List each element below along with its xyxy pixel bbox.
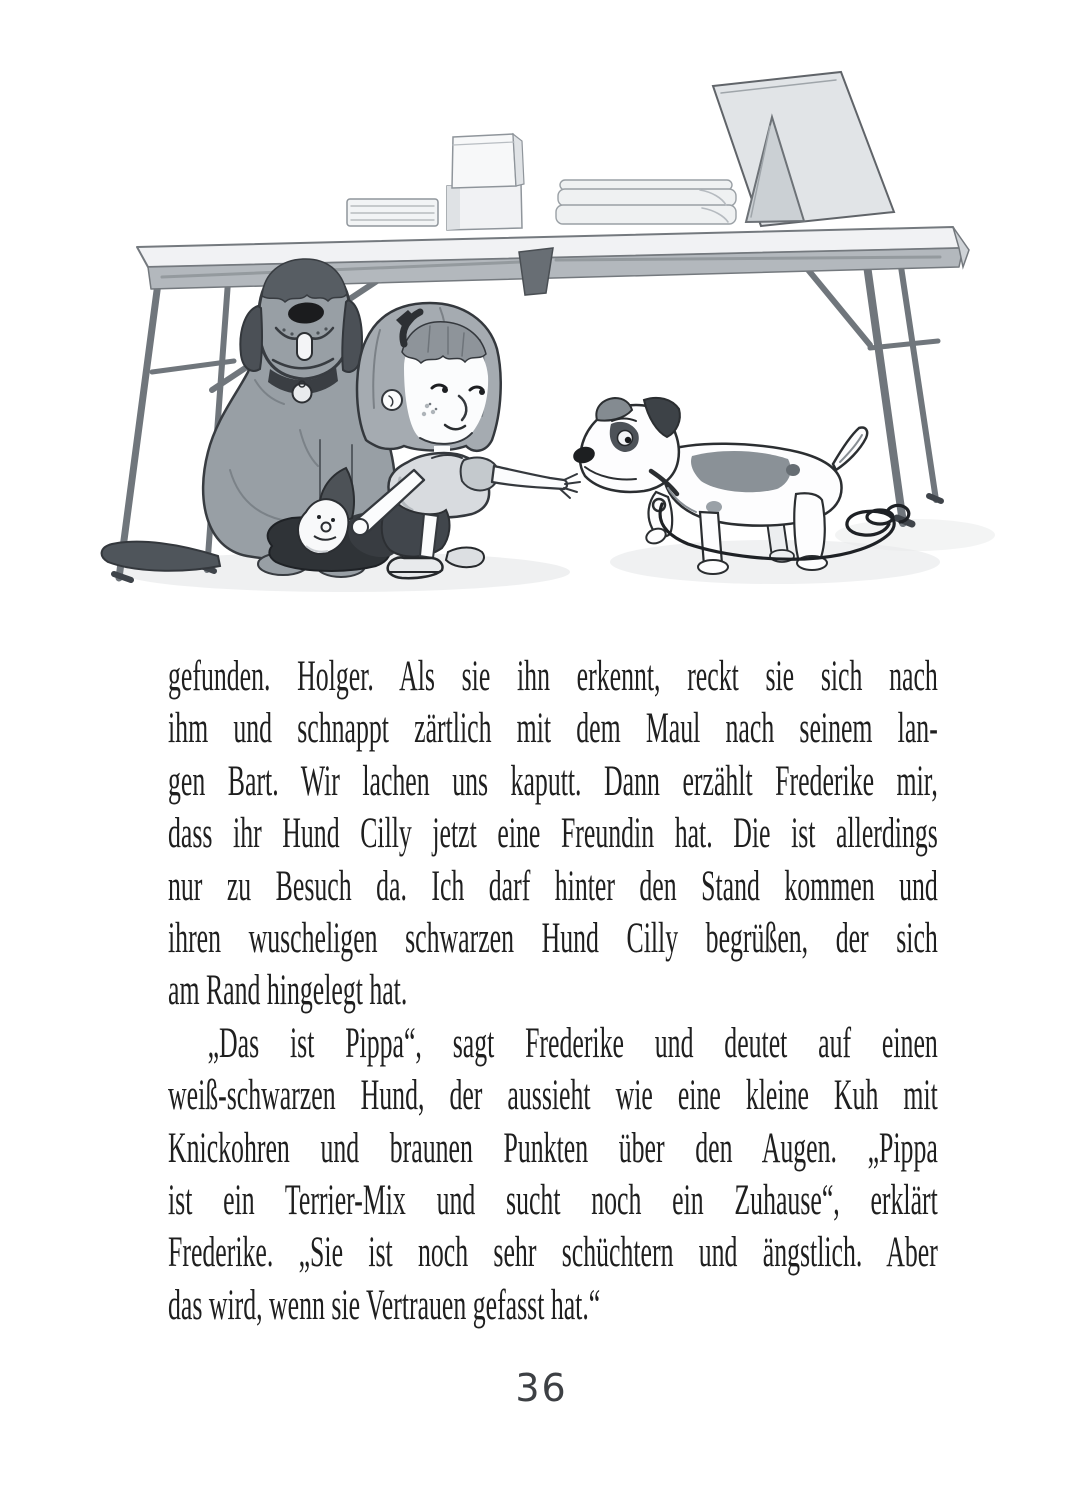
boxes: [447, 134, 524, 230]
text-line: Frederike. „Sie ist noch sehr schüchtern und ängstlich. Aber: [168, 1229, 938, 1277]
text-line: ihren wuscheligen schwarzen Hund Cilly begrüßen, der sich: [168, 914, 938, 962]
tabletop: [137, 227, 969, 295]
folded-papers-pile: [556, 180, 736, 224]
pippa-front-leg: [700, 512, 722, 566]
text-line: am Rand hingelegt hat.: [168, 967, 408, 1015]
text-line: das wird, wenn sie Vertrauen gefasst hat.“: [168, 1281, 601, 1329]
text-line: gen Bart. Wir lachen uns kaputt. Dann erzählt Frederike mir,: [168, 757, 938, 805]
paper-stack: [347, 199, 438, 226]
text-line: ihm und schnappt zärtlich mit dem Maul nach seinem lan-: [168, 705, 938, 753]
pippa-tail: [833, 428, 867, 470]
girl-shoe-front: [388, 557, 443, 578]
big-dog-tail: [102, 542, 220, 571]
book-illustration: [0, 0, 1083, 620]
text-line: ist ein Terrier-Mix und sucht noch ein Zuhause“, erklärt: [168, 1176, 938, 1224]
text-line: nur zu Besuch da. Ich darf hinter den Stand kommen und: [168, 862, 938, 910]
text-line: dass ihr Hund Cilly jetzt eine Freundin hat. Die ist allerdings: [168, 810, 938, 858]
girl-extended-arm: [492, 466, 567, 489]
girl: [357, 303, 580, 578]
big-dog-left-ear: [240, 306, 262, 371]
text-line: Knickohren und braunen Punkten über den Augen. „Pippa: [168, 1124, 938, 1172]
text-line: „Das ist Pippa“, sagt Frederike und deutet auf einen: [207, 1019, 938, 1067]
girl-shoe-back: [446, 548, 484, 568]
gnome-nose: [322, 523, 331, 532]
big-dog-tongue: [297, 333, 312, 360]
page-number: 36: [515, 1366, 568, 1410]
text-line: gefunden. Holger. Als sie ihn erkennt, reckt sie sich nach: [168, 653, 938, 700]
pippa-back-leg: [794, 493, 825, 564]
small-dog-pippa: [571, 398, 867, 574]
text-line: weiß-schwarzen Hund, der aussieht wie eine kleine Kuh mit: [168, 1072, 938, 1120]
leaning-display-board: [713, 72, 894, 226]
story-text-block: [168, 651, 938, 1332]
